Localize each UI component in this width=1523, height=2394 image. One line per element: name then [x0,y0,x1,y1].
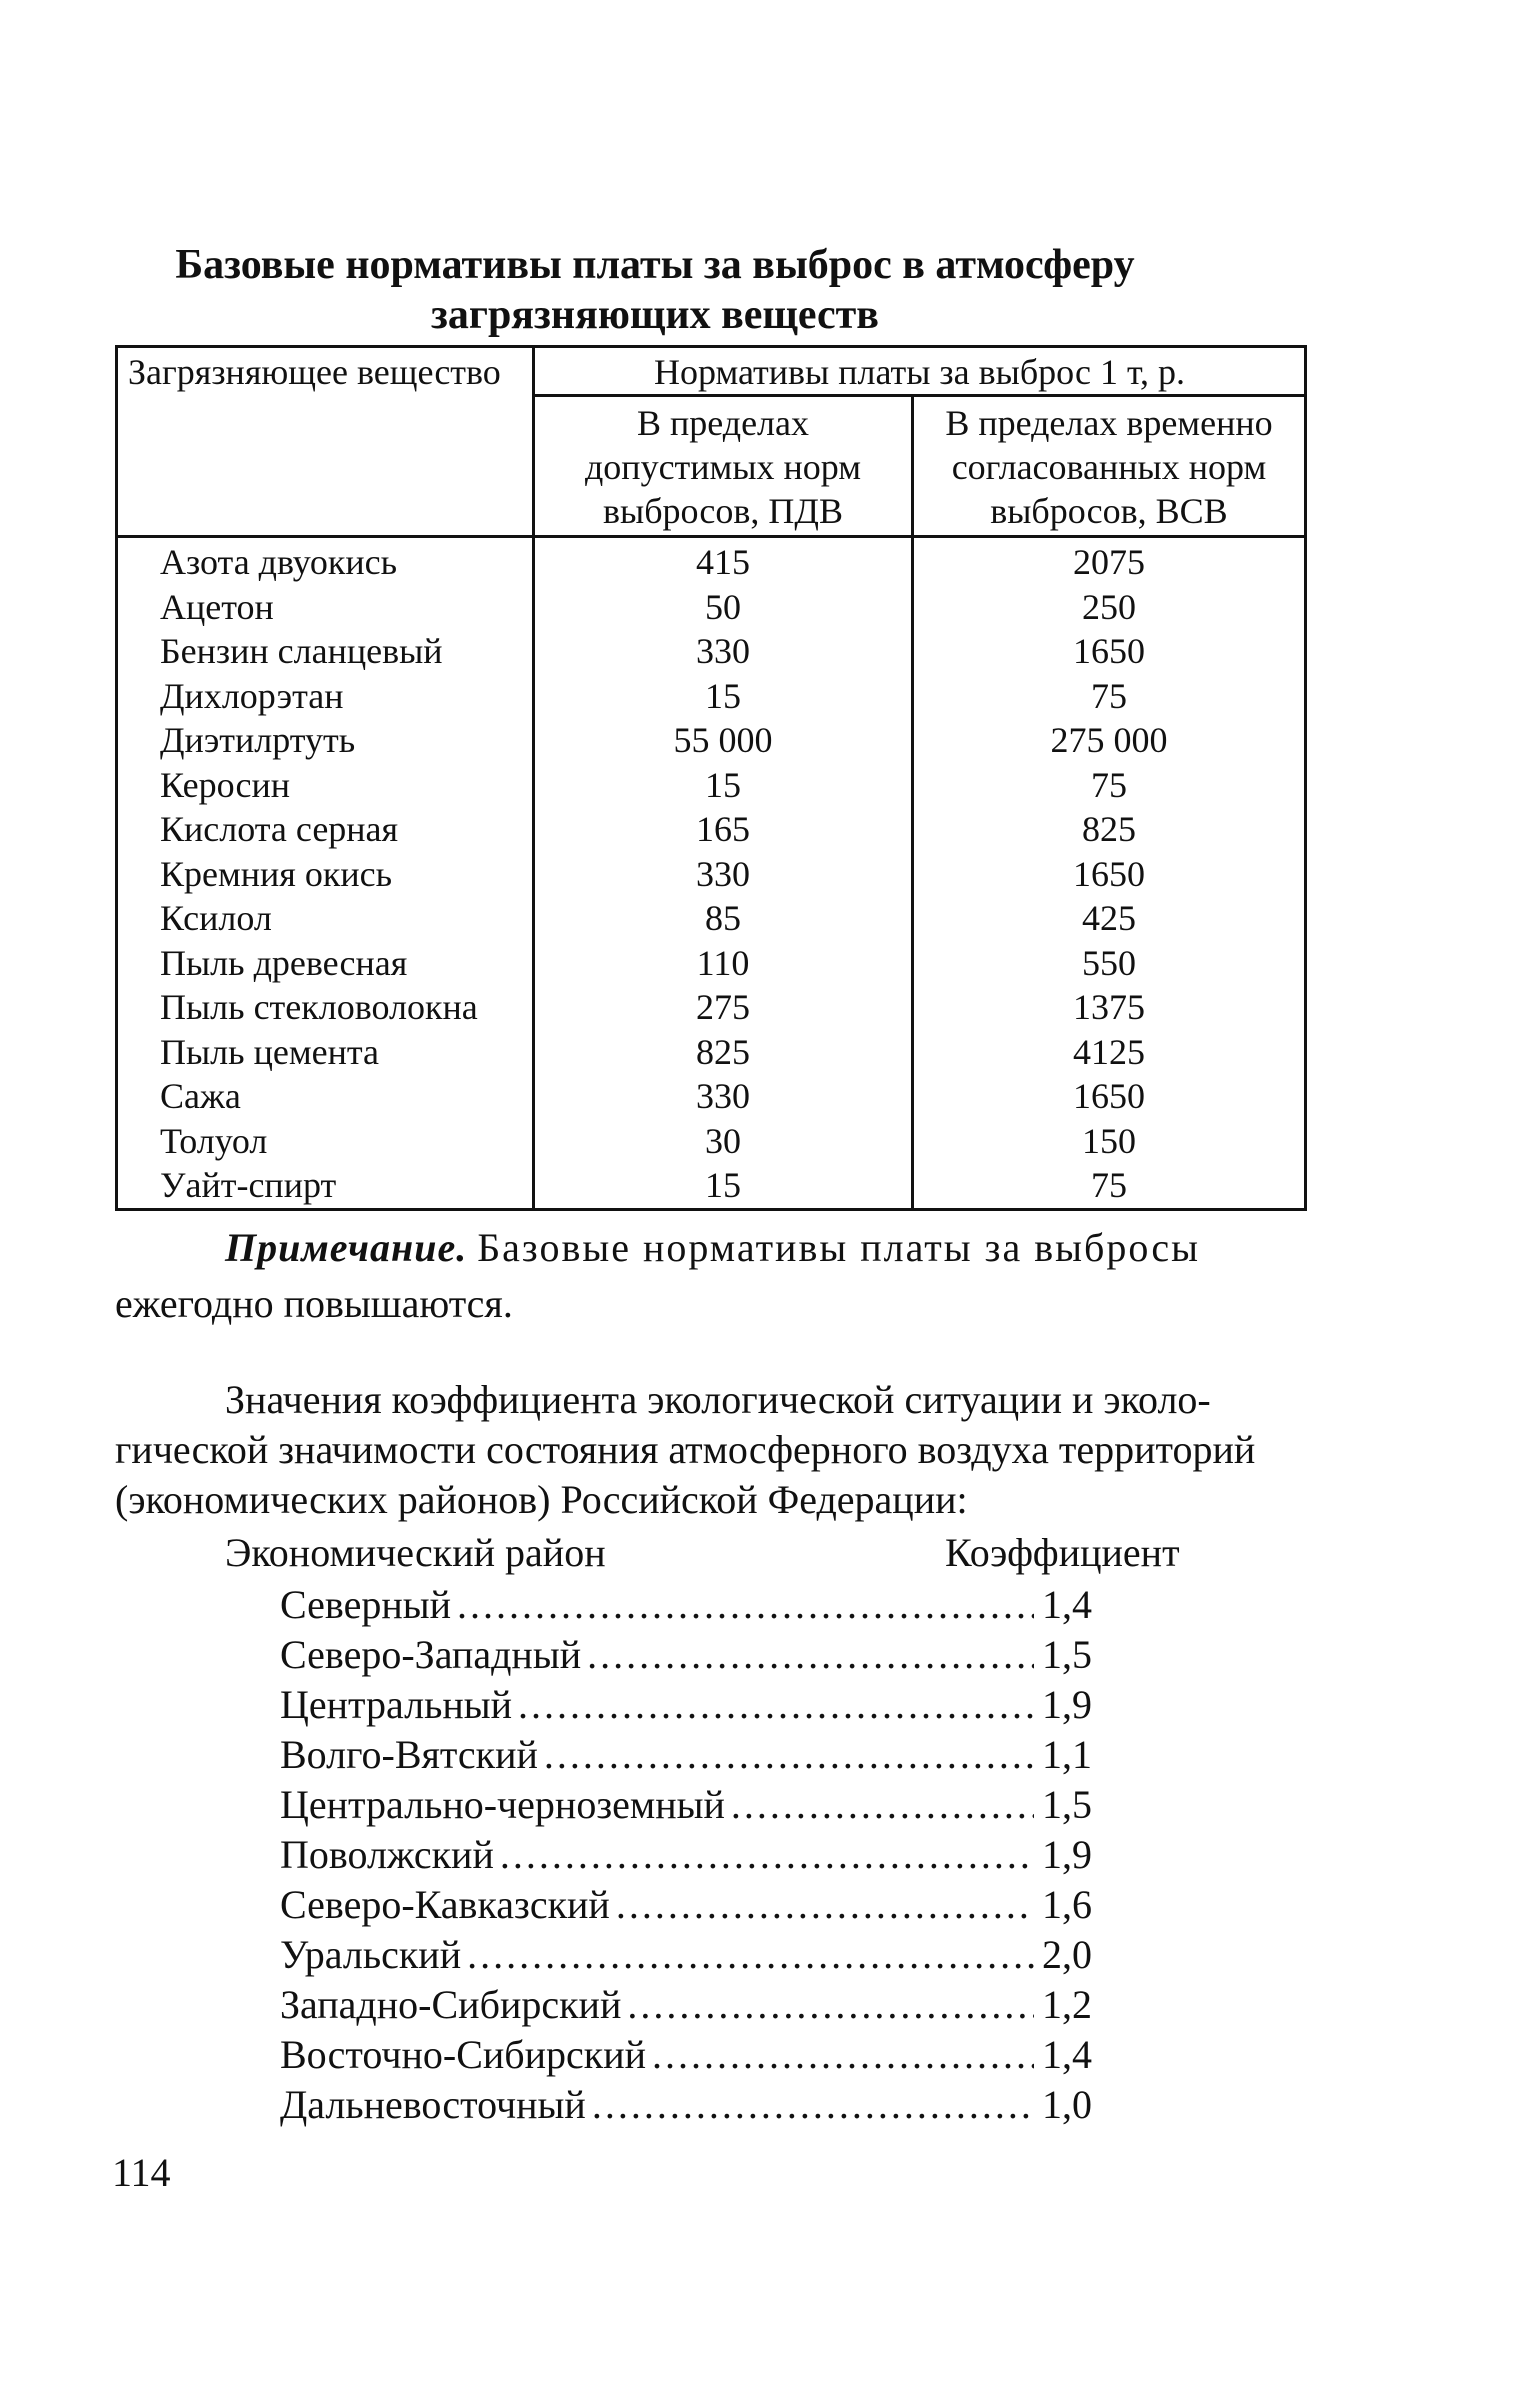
table-row [117,852,1306,897]
dot-leader [544,1730,1034,1780]
fee-vsv: 825 [912,807,1305,852]
list-item [280,1930,1100,1980]
column-header-vsv [912,396,1305,537]
pollutant-name: Бензин сланцевый [117,629,534,674]
pollutant-name: Сажа [117,1074,534,1119]
list-item [280,1780,1100,1830]
table-row [117,629,1306,674]
fee-pdv: 50 [534,585,913,630]
table-row [117,674,1306,719]
table-title [110,240,1200,340]
dot-leader [467,1930,1034,1980]
note-paragraph [115,1220,1307,1332]
pollutant-name: Уайт-спирт [117,1163,534,1209]
table-row [117,1163,1306,1209]
intro-line: (экономических районов) Российской Федерации: [115,1477,968,1522]
list-item [280,1730,1100,1780]
dot-leader [652,2030,1034,2080]
pollutant-name: Ксилол [117,896,534,941]
pollutant-name: Ацетон [117,585,534,630]
pollutant-name: Дихлорэтан [117,674,534,719]
fee-pdv: 15 [534,763,913,808]
fee-pdv: 110 [534,941,913,986]
fee-vsv: 150 [912,1119,1305,1164]
coefficient-value: 1,4 [1042,2032,1092,2077]
table-row [117,1119,1306,1164]
list-item [280,1630,1100,1680]
dot-leader [592,2080,1034,2130]
coefficient-value: 1,1 [1042,1732,1092,1777]
region-column-header: Экономический район [225,1530,606,1575]
column-header-vsv-line: выбросов, ВСВ [990,491,1228,531]
region-name: Дальневосточный [280,2082,586,2127]
coefficient-value: 1,5 [1042,1782,1092,1827]
pollutant-name: Азота двуокись [117,537,534,585]
region-name: Уральский [280,1932,462,1977]
region-name: Волго-Вятский [280,1732,538,1777]
pollutant-name: Кислота серная [117,807,534,852]
column-header-pdv-line: В пределах [636,403,810,443]
pollutant-name: Керосин [117,763,534,808]
table-row [117,1074,1306,1119]
table-row [117,985,1306,1030]
list-item [280,2080,1100,2130]
intro-line: Значения коэффициента экологической ситуации и эколо- [225,1377,1211,1422]
note-label: Примечание. [225,1225,468,1270]
fee-pdv: 15 [534,1163,913,1209]
coefficient-value: 1,9 [1042,1682,1092,1727]
table-row [117,896,1306,941]
fee-vsv: 4125 [912,1030,1305,1075]
fee-pdv: 330 [534,852,913,897]
column-header-vsv-line: В пределах временно [945,403,1273,443]
table-row [117,718,1306,763]
list-item [280,1680,1100,1730]
fee-vsv: 75 [912,674,1305,719]
dot-leader [616,1880,1034,1930]
dot-leader [731,1780,1034,1830]
region-name: Северный [280,1582,452,1627]
fee-vsv: 2075 [912,537,1305,585]
table-row [117,941,1306,986]
fee-vsv: 1650 [912,852,1305,897]
dot-leader [518,1680,1034,1730]
fee-pdv: 415 [534,537,913,585]
coefficient-value: 1,6 [1042,1882,1092,1927]
list-item [280,1830,1100,1880]
region-name: Северо-Западный [280,1632,582,1677]
table-header-row [117,347,1306,396]
region-name: Поволжский [280,1832,494,1877]
coefficient-value: 1,5 [1042,1632,1092,1677]
note-text: Базовые нормативы платы за выбросы [477,1225,1200,1270]
fee-vsv: 75 [912,763,1305,808]
coefficient-value: 2,0 [1042,1932,1092,1977]
column-header-vsv-line: согласованных норм [951,447,1267,487]
region-name: Северо-Кавказский [280,1882,610,1927]
coefficient-value: 1,4 [1042,1582,1092,1627]
fee-vsv: 75 [912,1163,1305,1209]
column-header-pollutant: Загрязняющее вещество [117,347,534,537]
pollutant-name: Диэтилртуть [117,718,534,763]
list-item [280,2030,1100,2080]
region-name: Восточно-Сибирский [280,2032,647,2077]
fee-pdv: 85 [534,896,913,941]
fee-pdv: 825 [534,1030,913,1075]
fee-pdv: 330 [534,1074,913,1119]
pollutant-fee-table [115,345,1307,1211]
dot-leader [587,1630,1034,1680]
intro-line: гической значимости состояния атмосферного воздуха территорий [115,1427,1256,1472]
table-row [117,1030,1306,1075]
dot-leader [500,1830,1034,1880]
region-name: Центрально-черноземный [280,1782,725,1827]
column-header-pdv-line: допустимых норм [584,447,862,487]
list-item [280,1980,1100,2030]
list-item [280,1880,1100,1930]
table-row [117,807,1306,852]
pollutant-name: Толуол [117,1119,534,1164]
page-number: 114 [112,2150,171,2195]
table-row [117,585,1306,630]
coefficient-value: 1,2 [1042,1982,1092,2027]
column-header-pdv-line: выбросов, ПДВ [603,491,843,531]
fee-vsv: 1650 [912,629,1305,674]
coefficient-value: 1,0 [1042,2082,1092,2127]
fee-pdv: 30 [534,1119,913,1164]
fee-vsv: 425 [912,896,1305,941]
fee-vsv: 1650 [912,1074,1305,1119]
table-title-line-1: Базовые нормативы платы за выброс в атмосферу [175,242,1135,288]
fee-pdv: 330 [534,629,913,674]
table-row [117,537,1306,585]
fee-vsv: 250 [912,585,1305,630]
list-item [280,1580,1100,1630]
note-continuation: ежегодно повышаются. [115,1281,513,1326]
region-name: Западно-Сибирский [280,1982,622,2027]
region-name: Центральный [280,1682,513,1727]
fee-vsv: 550 [912,941,1305,986]
coefficient-value: 1,9 [1042,1832,1092,1877]
table-row [117,763,1306,808]
dot-leader [627,1980,1034,2030]
dot-leader [457,1580,1034,1630]
fee-pdv: 275 [534,985,913,1030]
fee-pdv: 15 [534,674,913,719]
column-header-pdv [534,396,913,537]
fee-pdv: 165 [534,807,913,852]
coefficient-column-header: Коэффициент [945,1530,1180,1575]
fee-vsv: 1375 [912,985,1305,1030]
column-group-header-fee: Нормативы платы за выброс 1 т, р. [534,347,1306,396]
pollutant-name: Пыль цемента [117,1030,534,1075]
fee-pdv: 55 000 [534,718,913,763]
table-title-line-2: загрязняющих веществ [431,292,879,338]
pollutant-name: Пыль стекловолокна [117,985,534,1030]
coefficient-list [280,1580,1100,2130]
pollutant-name: Кремния окись [117,852,534,897]
fee-vsv: 275 000 [912,718,1305,763]
coefficient-intro-paragraph [115,1375,1307,1525]
pollutant-name: Пыль древесная [117,941,534,986]
